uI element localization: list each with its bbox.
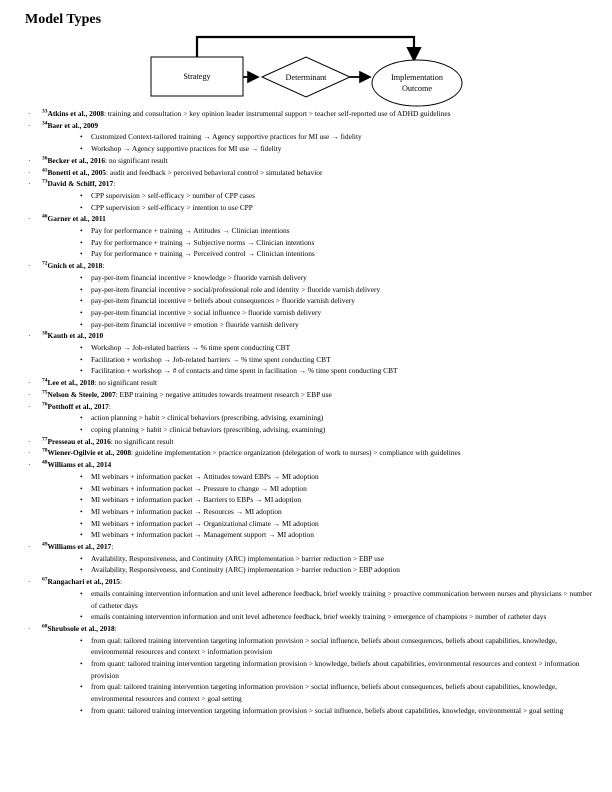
study-entry — [28, 389, 593, 401]
study-entry — [28, 330, 593, 377]
pathway-list — [42, 553, 593, 576]
entry-bullet: · — [28, 214, 31, 224]
study-entry — [28, 155, 593, 167]
entry-bullet: · — [28, 389, 31, 399]
pathway-item: • from quant: tailored training intervention targeting information provision > social influence, beliefs about capabilities, knowledge, environmental > goal setting — [42, 705, 593, 717]
pathway-item: • MI webinars + information packet → Management support → MI adoption — [42, 529, 593, 541]
pathway-item: • pay-per-item financial incentive > emotion > fluoride varnish delivery — [42, 319, 593, 331]
pathway-item: • from quant: tailored training intervention targeting information provision > knowledge, beliefs about capabilities, environmental resources and context > information provision — [42, 658, 593, 681]
model-diagram — [0, 0, 612, 110]
reference-number: 74 — [42, 377, 48, 384]
outcome-label: Implementation Outcome — [391, 73, 443, 93]
reference-number: 34 — [42, 120, 48, 127]
pathway-item: • MI webinars + information packet → Attitudes toward EBPs → MI adoption — [42, 471, 593, 483]
entry-bullet: · — [28, 179, 31, 189]
study-author: Potthoff et al., 2017 — [47, 401, 109, 411]
entry-bullet: · — [28, 167, 31, 177]
study-result: : — [108, 401, 111, 411]
pathway-list — [42, 588, 593, 623]
entry-bullet: · — [28, 460, 31, 470]
study-author: Gnich et al., 2018 — [47, 261, 103, 271]
entry-bullet: · — [28, 120, 31, 130]
pathway-item: • MI webinars + information packet → Barriers to EBPs → MI adoption — [42, 494, 593, 506]
entry-bullet: · — [28, 623, 31, 633]
entry-bullet: · — [28, 155, 31, 165]
study-author: Wiener-Ogilvie et al., 2008 — [47, 448, 132, 458]
reference-number: 68 — [42, 623, 48, 630]
study-author: Atkins et al., 2008 — [47, 109, 104, 118]
study-result: : no significant result — [94, 378, 158, 388]
reference-number: 41 — [42, 167, 48, 174]
pathway-list — [42, 412, 593, 435]
study-entry — [28, 447, 593, 459]
reference-number: 33 — [42, 108, 48, 115]
study-entry — [28, 576, 593, 623]
reference-number: 73 — [42, 178, 48, 185]
reference-number: 38 — [42, 330, 48, 337]
study-author: Kauth et al., 2010 — [47, 331, 104, 341]
pathway-item: • Pay for performance + training → Perceived control → Clinician intentions — [42, 248, 593, 260]
study-entry — [28, 436, 593, 448]
pathway-item: • pay-per-item financial incentive > social influence > fluoride varnish delivery — [42, 307, 593, 319]
study-result: : no significant result — [110, 436, 174, 446]
pathway-item: • from qual: tailored training intervention targeting information provision > social influence, beliefs about consequences, beliefs about capabilities, knowledge, environmental resources and context > information provision — [42, 635, 593, 658]
study-author: Williams et al., 2014 — [47, 460, 112, 470]
reference-number: 72 — [42, 260, 48, 267]
study-author: Garner et al., 2011 — [47, 214, 106, 224]
entry-bullet: · — [28, 378, 31, 388]
reference-number: 76 — [42, 401, 48, 408]
study-result: : — [113, 179, 116, 189]
study-author: Baer et al., 2009 — [47, 120, 99, 130]
study-result: : audit and feedback > perceived behavioral control > simulated behavior — [106, 167, 323, 177]
study-author: Presseau et al., 2016 — [47, 436, 111, 446]
study-author: Williams et al., 2017 — [47, 542, 112, 552]
study-author: Shrubsole et al., 2018 — [47, 623, 115, 633]
pathway-item: • Facilitation + workshop → Job-related barriers → % time spent conducting CBT — [42, 354, 593, 366]
pathway-item: • action planning > habit > clinical behaviors (prescribing, advising, examining) — [42, 412, 593, 424]
pathway-item: • pay-per-item financial incentive > social/professional role and identity > fluoride varnish delivery — [42, 284, 593, 296]
entry-bullet: · — [28, 401, 31, 411]
determinant-label: Determinant — [285, 73, 327, 82]
study-author: Becker et al., 2016 — [47, 155, 106, 165]
entry-bullet: · — [28, 261, 31, 271]
pathway-item: • MI webinars + information packet → Pressure to change → MI adoption — [42, 483, 593, 495]
strategy-label: Strategy — [183, 72, 211, 81]
pathway-item: • emails containing intervention information and unit level adherence feedback, brief weekly training > emergence of champions > number of catheter days — [42, 611, 593, 623]
pathway-list — [42, 471, 593, 541]
reference-number: 77 — [42, 436, 48, 443]
pathway-item: • pay-per-item financial incentive > knowledge > fluoride varnish delivery — [42, 272, 593, 284]
study-result: : — [119, 577, 123, 587]
pathway-item: • Pay for performance + training → Attitudes → Clinician intentions — [42, 225, 593, 237]
pathway-list — [42, 272, 593, 331]
study-result: : no significant result — [105, 155, 168, 165]
study-entry — [28, 167, 593, 179]
pathway-list — [42, 190, 593, 213]
entry-bullet: · — [28, 436, 31, 446]
study-result: : EBP training > negative attitudes towards treatment research > EBP use — [115, 389, 332, 399]
reference-number: 78 — [42, 447, 48, 454]
pathway-list — [42, 342, 593, 377]
study-entry — [28, 213, 593, 260]
entry-bullet: · — [28, 542, 31, 552]
study-entry — [28, 623, 593, 717]
pathway-item: • from qual: tailored training intervention targeting information provision > social influence, beliefs about consequences, beliefs about capabilities, knowledge, environmental resources and context > goal setting — [42, 681, 593, 704]
pathway-item: • Workshop → Agency supportive practices for MI use → fidelity — [42, 143, 593, 155]
study-entry — [28, 108, 593, 120]
study-entry — [28, 541, 593, 576]
pathway-item: • emails containing intervention information and unit level adherence feedback, brief weekly training > proactive communication between nurses and physicians > number of catheter days — [42, 588, 593, 611]
entry-bullet: · — [28, 577, 31, 587]
entry-bullet: · — [28, 331, 31, 341]
pathway-list — [42, 131, 593, 154]
page-title: Model Types — [25, 12, 102, 27]
pathway-item: • pay-per-item financial incentive > beliefs about consequences > fluoride varnish delivery — [42, 295, 593, 307]
pathway-list — [42, 225, 593, 260]
study-result: : guideline implementation > practice organization (delegation of work to nurses) > compliance with guidelines — [131, 448, 461, 458]
study-entry — [28, 120, 593, 155]
pathway-item: • Availability, Responsiveness, and Continuity (ARC) implementation > barrier reduction > EBP adoption — [42, 564, 593, 576]
study-entry — [28, 260, 593, 330]
reference-number: 46 — [42, 213, 48, 220]
pathway-item: • Pay for performance + training → Subjective norms → Clinician intentions — [42, 237, 593, 249]
reference-number: 36 — [42, 155, 48, 162]
study-result: : training and consultation > key opinion leader instrumental support > teacher self-reported use of ADHD guidelines — [103, 109, 451, 118]
reference-number: 49 — [42, 541, 48, 548]
study-result: : — [102, 261, 105, 271]
study-entry — [28, 401, 593, 436]
study-author: Lee et al., 2018 — [47, 378, 95, 388]
pathway-item: • CPP supervision > self-efficacy > number of CPP cases — [42, 190, 593, 202]
pathway-item: • Facilitation + workshop → # of contacts and time spent in facilitation → % time spent conducting CBT — [42, 365, 593, 377]
study-entry — [28, 459, 593, 541]
entry-bullet: · — [28, 448, 31, 458]
study-entry — [28, 178, 593, 213]
reference-number: 67 — [42, 576, 48, 583]
study-result: : — [114, 623, 117, 633]
entry-bullet: · — [28, 109, 31, 118]
study-author: Bonetti et al., 2005 — [47, 167, 107, 177]
pathway-item: • MI webinars + information packet → Organizational climate → MI adoption — [42, 518, 593, 530]
pathway-item: • MI webinars + information packet → Resources → MI adoption — [42, 506, 593, 518]
reference-number: 75 — [42, 389, 48, 396]
study-list — [28, 108, 593, 717]
study-author: David & Schiff, 2017 — [47, 179, 114, 189]
pathway-item: • coping planning > habit > clinical behaviors (prescribing, advising, examining) — [42, 424, 593, 436]
pathway-item: • Workshop → Job-related barriers → % time spent conducting CBT — [42, 342, 593, 354]
study-author: Rangachari et al., 2015 — [47, 577, 120, 587]
study-author: Nelson & Steele, 2007 — [47, 389, 116, 399]
pathway-item: • Availability, Responsiveness, and Continuity (ARC) implementation > barrier reduction > EBP use — [42, 553, 593, 565]
pathway-list — [42, 635, 593, 717]
study-result: : — [111, 542, 114, 552]
pathway-item: • CPP supervision > self-efficacy > intention to use CPP — [42, 202, 593, 214]
study-entry — [28, 377, 593, 389]
pathway-item: • Customized Context-tailored training → Agency supportive practices for MI use → fidelity — [42, 131, 593, 143]
reference-number: 48 — [42, 459, 48, 466]
